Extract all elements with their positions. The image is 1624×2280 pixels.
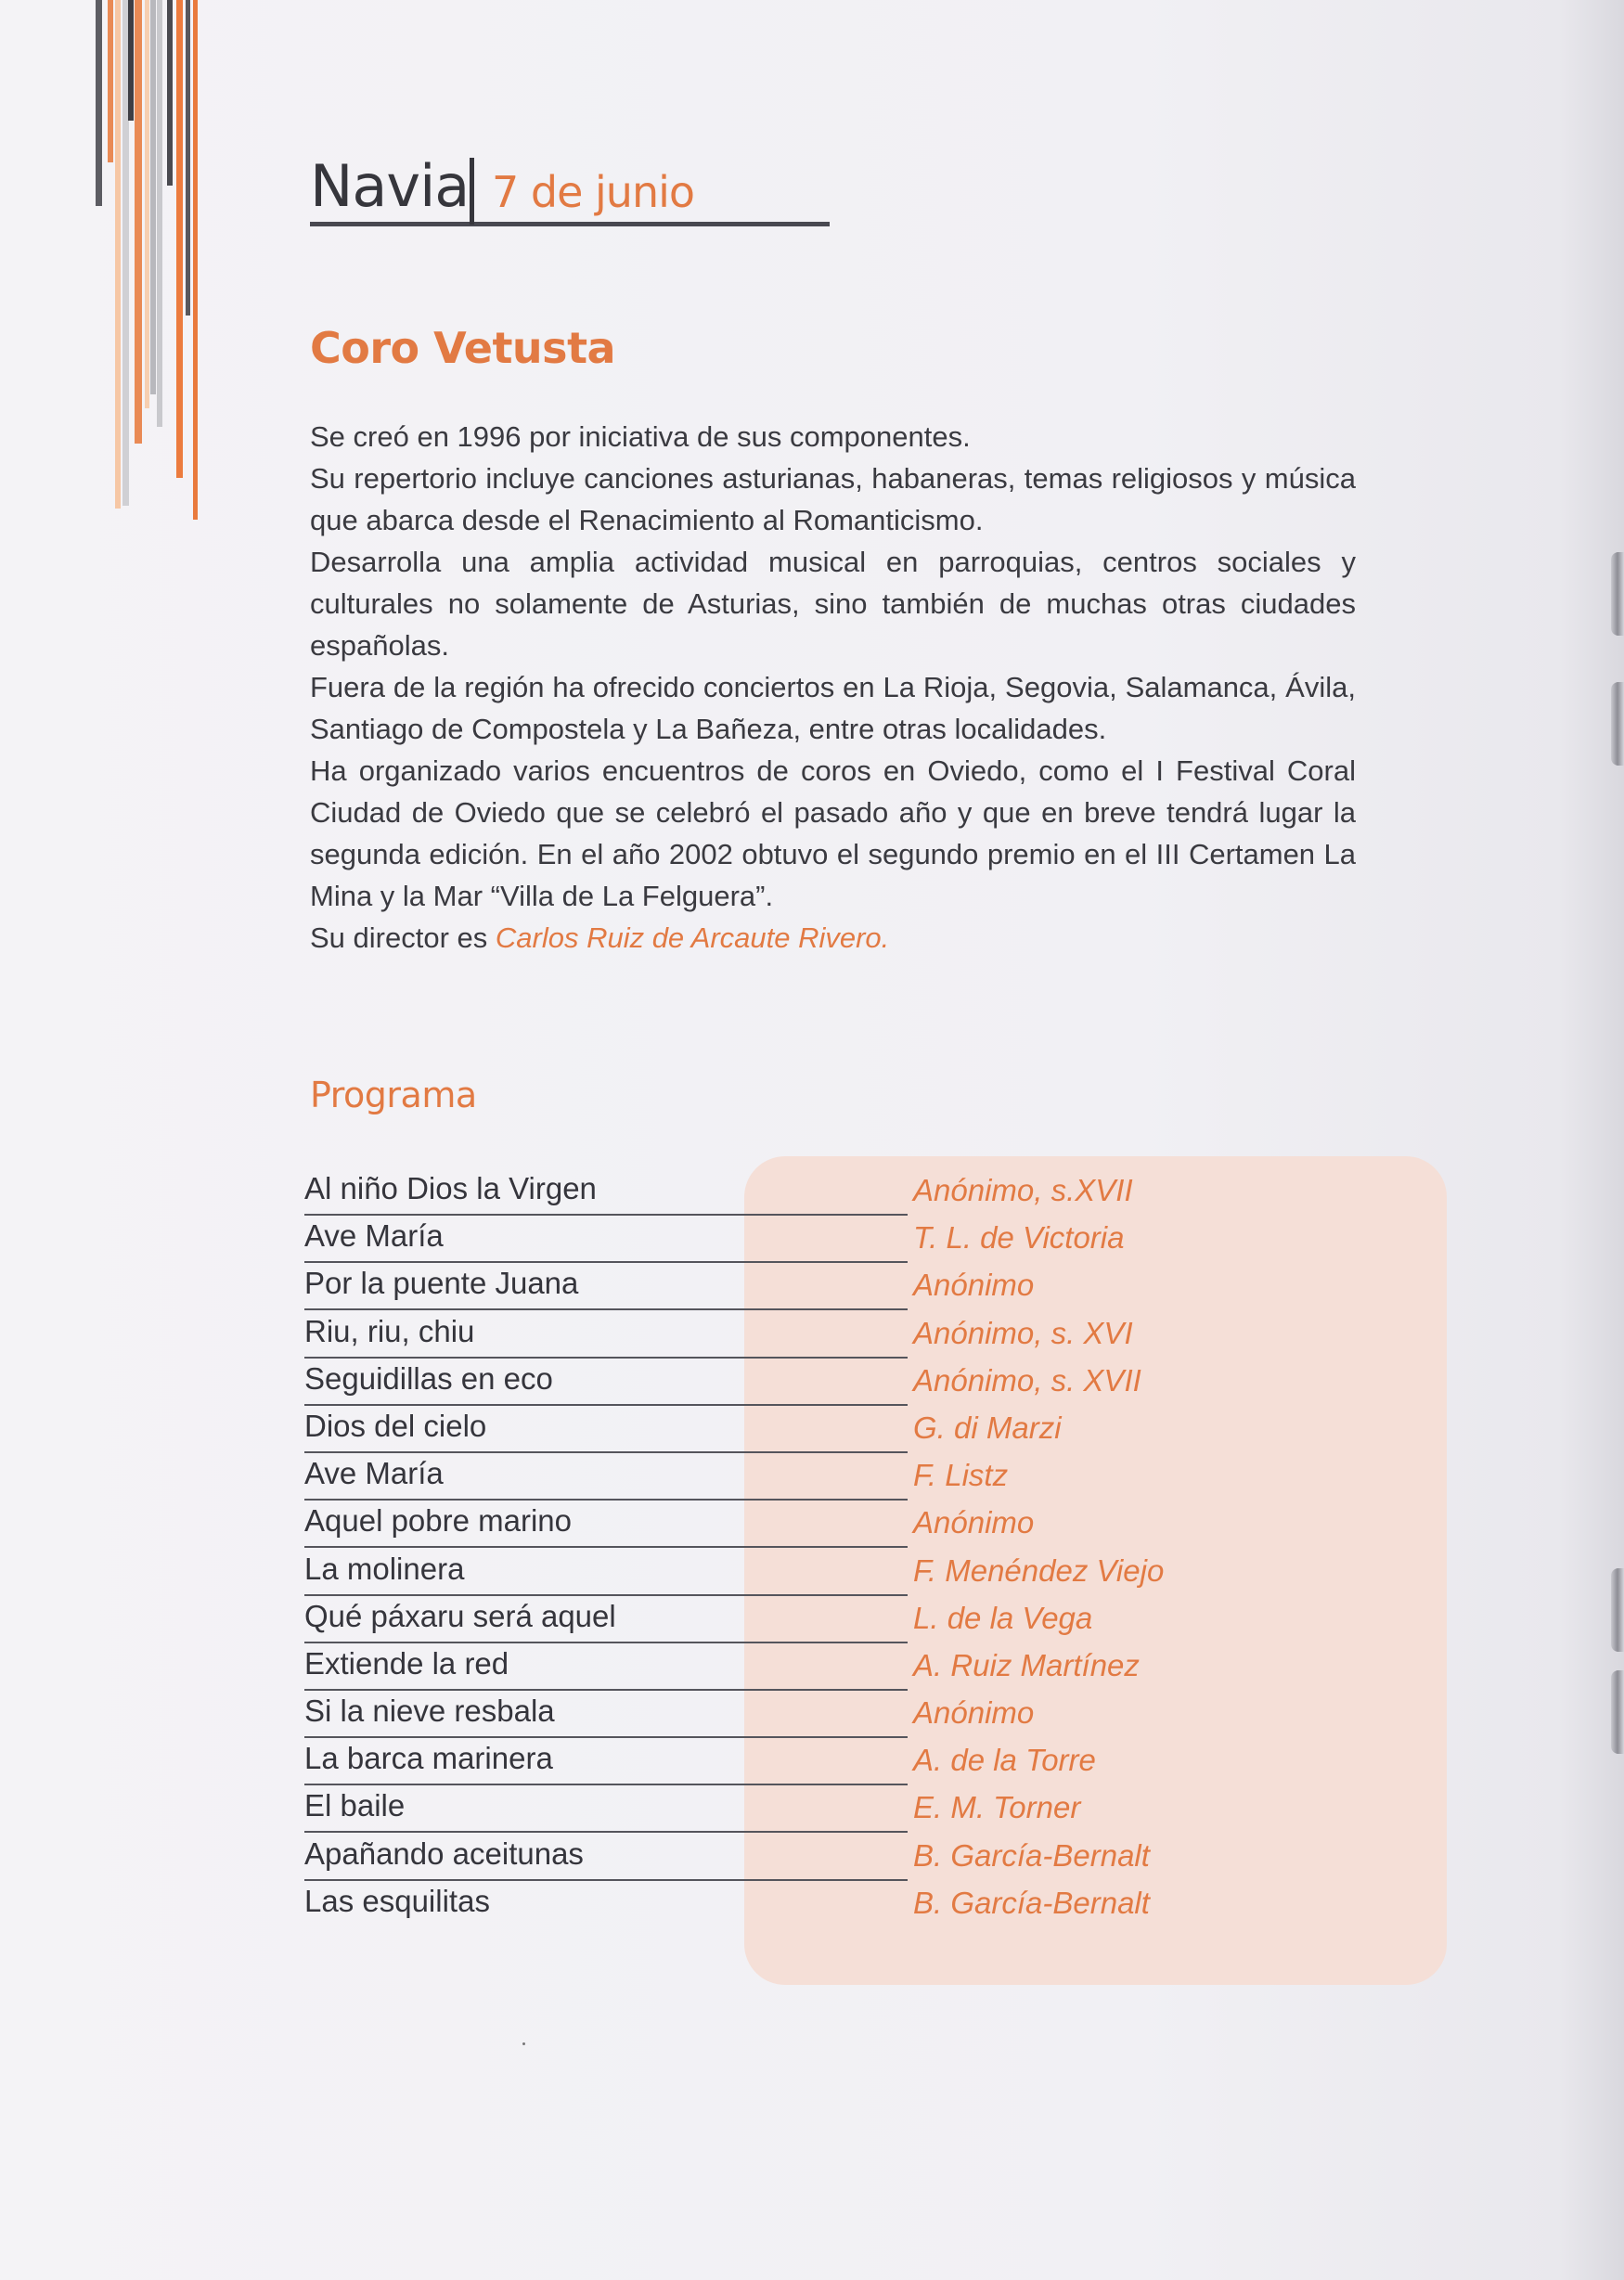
program-row — [304, 1406, 1062, 1453]
bio-paragraph: Fuera de la región ha ofrecido conciertos en La Rioja, Segovia, Salamanca, Ávila, Santiago de Compostela y La Bañeza, entre otras localidades. — [310, 671, 1356, 745]
choir-title: Coro Vetusta — [310, 323, 616, 373]
bio-paragraph: Su repertorio incluye canciones asturianas, habaneras, temas religiosos y música que abarca desde el Renacimiento al Romanticismo. — [310, 462, 1356, 536]
program-row — [304, 1311, 1133, 1359]
composer-name: A. Ruiz Martínez — [913, 1647, 1140, 1682]
piece-title: Extiende la red — [304, 1645, 509, 1681]
header-separator — [470, 158, 474, 225]
program-row — [304, 1738, 1096, 1785]
stripe — [145, 0, 149, 408]
header-city: Navia — [310, 152, 470, 220]
director-prefix: Su director es — [310, 921, 496, 954]
program-row — [304, 1785, 1081, 1833]
composer-name: Anónimo, s. XVI — [913, 1315, 1133, 1350]
program-row — [304, 1834, 1150, 1881]
composer-name: F. Menéndez Viejo — [913, 1552, 1165, 1588]
program-row — [304, 1691, 1047, 1738]
bio-paragraph: Ha organizado varios encuentros de coros en Oviedo, como el I Festival Coral Ciudad de Oviedo que se celebró el pasado año y que en breve tendrá lugar la segunda edición. En el año 2002 obtuvo el segundo premio en el III Certamen La Mina y la Mar “Villa de La Felguera”. — [310, 754, 1356, 912]
binding-staple — [1611, 1568, 1624, 1652]
composer-name: Anónimo — [913, 1505, 1035, 1540]
composer-name: T. L. de Victoria — [913, 1220, 1125, 1256]
choir-biography — [310, 416, 1356, 959]
paper-speck — [522, 2042, 525, 2045]
composer-name: G. di Marzi — [913, 1410, 1062, 1445]
composer-name: L. de la Vega — [913, 1600, 1093, 1635]
binding-staple — [1611, 1670, 1624, 1754]
piece-title: La barca marinera — [304, 1741, 553, 1776]
stripe — [108, 0, 113, 162]
stripe — [128, 0, 134, 121]
program-row — [304, 1216, 1125, 1263]
piece-title: Por la puente Juana — [304, 1266, 579, 1301]
stripe — [115, 0, 121, 509]
program-row — [304, 1453, 1047, 1501]
piece-title: El baile — [304, 1788, 406, 1823]
piece-title: Seguidillas en eco — [304, 1360, 553, 1396]
bio-paragraph: Se creó en 1996 por iniciativa de sus componentes. — [310, 420, 971, 453]
program-row — [304, 1359, 1141, 1406]
composer-name: B. García-Bernalt — [913, 1837, 1150, 1873]
piece-title: Aquel pobre marino — [304, 1503, 573, 1539]
header-date: 7 de junio — [492, 167, 695, 217]
stripe — [96, 0, 102, 206]
director-name: Carlos Ruiz de Arcaute Rivero. — [495, 921, 890, 954]
composer-name: Anónimo — [913, 1268, 1035, 1303]
piece-title: Ave María — [304, 1218, 444, 1254]
program-row — [304, 1643, 1140, 1691]
piece-title: Riu, riu, chiu — [304, 1313, 475, 1348]
composer-name: Anónimo — [913, 1695, 1035, 1731]
composer-name: B. García-Bernalt — [913, 1885, 1150, 1920]
program-row — [304, 1881, 1150, 1928]
composer-name: Anónimo, s. XVII — [913, 1362, 1141, 1398]
program-row — [304, 1263, 1047, 1310]
binding-staple — [1611, 552, 1624, 636]
piece-title: Apañando aceitunas — [304, 1836, 584, 1871]
piece-title: Ave María — [304, 1456, 444, 1491]
composer-name: A. de la Torre — [913, 1743, 1096, 1778]
program-row — [304, 1501, 1047, 1548]
stripe — [135, 0, 142, 444]
piece-title: Si la nieve resbala — [304, 1694, 555, 1729]
program-heading: Programa — [310, 1075, 477, 1115]
program-row — [304, 1596, 1093, 1643]
stripe — [157, 0, 162, 427]
bio-director-line — [310, 917, 1356, 959]
stripe — [186, 0, 190, 316]
header — [310, 150, 830, 226]
bio-paragraph: Desarrolla una amplia actividad musical en parroquias, centros sociales y culturales no solamente de Asturias, sino también de muchas otras ciudades españolas. — [310, 546, 1356, 662]
piece-title: Las esquilitas — [304, 1883, 490, 1918]
composer-name: Anónimo, s.XVII — [913, 1173, 1133, 1207]
program-row — [304, 1549, 1165, 1596]
stripe — [193, 0, 198, 520]
piece-title: Qué páxaru será aquel — [304, 1598, 616, 1633]
composer-name: E. M. Torner — [913, 1790, 1081, 1825]
stripe — [150, 0, 156, 394]
piece-title: Dios del cielo — [304, 1408, 487, 1443]
piece-title: Al niño Dios la Virgen — [304, 1171, 597, 1205]
stripe — [167, 0, 173, 186]
program-list — [304, 1168, 1165, 1928]
binding-staple — [1611, 682, 1624, 766]
piece-title: La molinera — [304, 1551, 465, 1586]
stripe — [176, 0, 183, 478]
composer-name: F. Listz — [913, 1458, 1009, 1493]
program-row — [304, 1168, 1133, 1216]
